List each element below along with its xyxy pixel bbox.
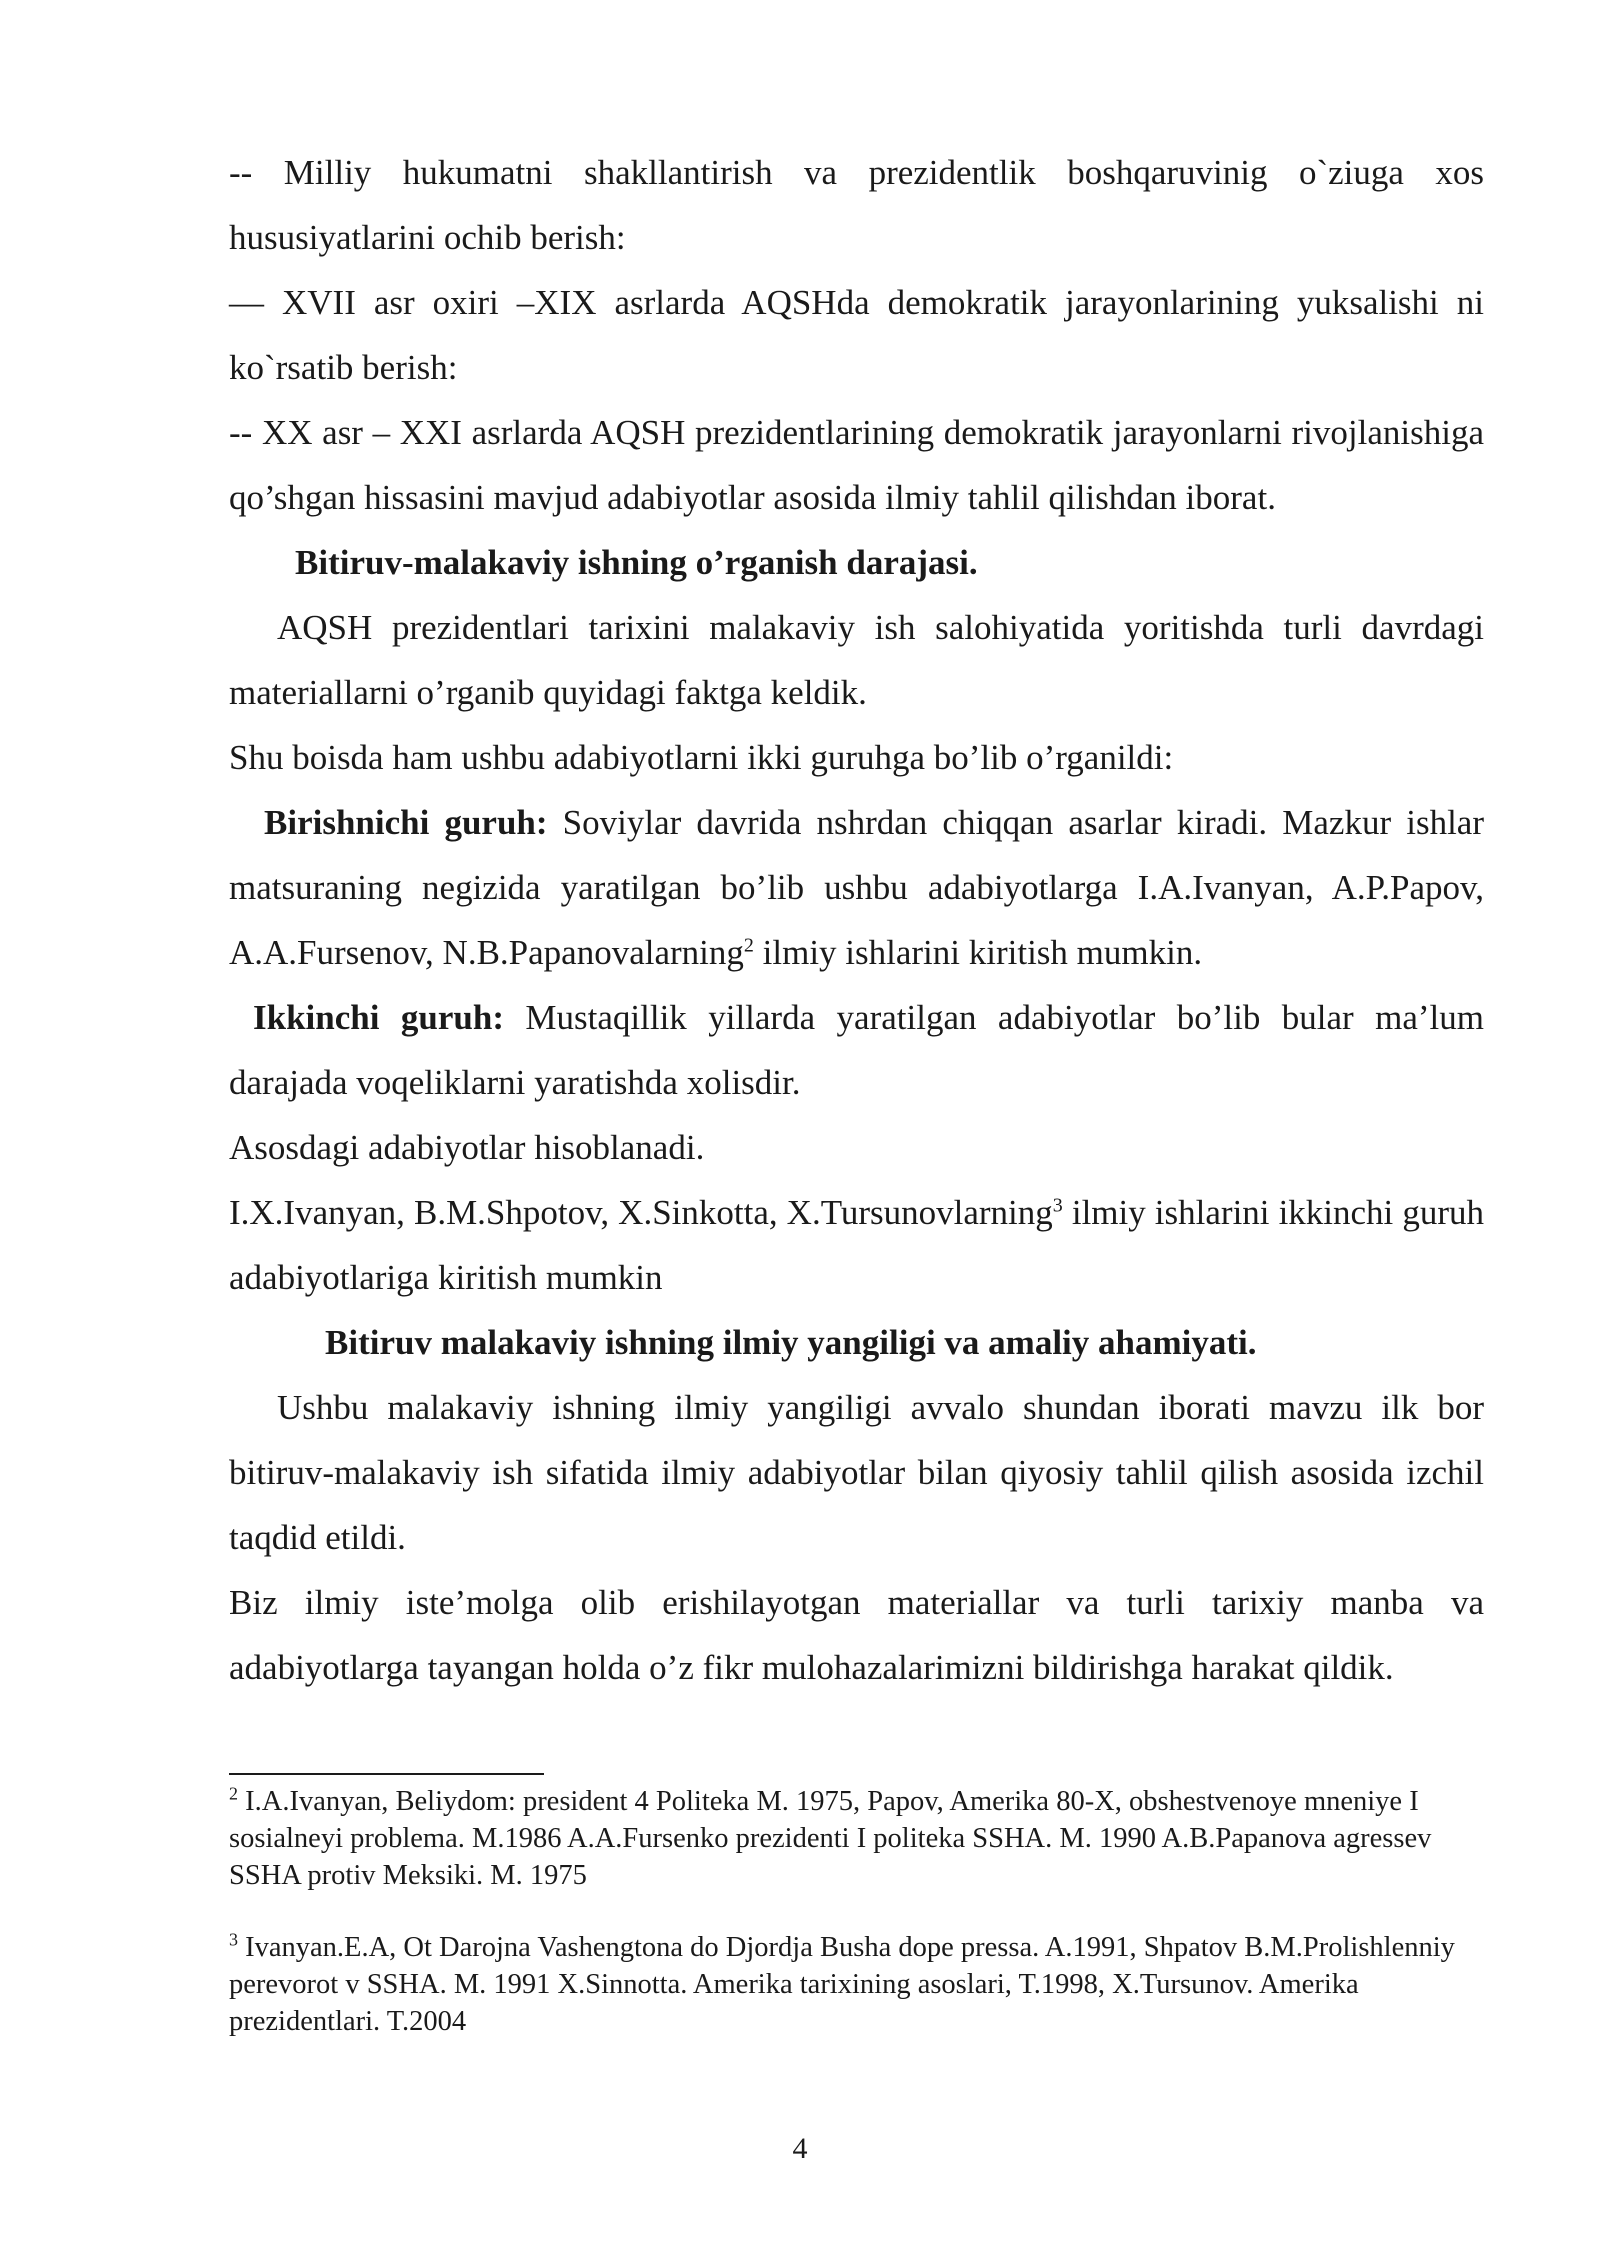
paragraph — [229, 985, 1484, 1115]
paragraph: Asosdagi adabiyotlar hisoblanadi. — [229, 1128, 705, 1167]
paragraph-text: Soviylar davrida nshrdan chiqqan asarlar kiradi. Mazkur ishlar matsuraning negizida yaratilgan bo’lib ushbu adabiyotlarga I.A.Ivanyan, A.P.Papov, A.A.Fursenov, N.B.Papanovalarning — [229, 803, 1484, 972]
paragraph: Ushbu malakaviy ishning ilmiy yangiligi avvalo shundan iborati mavzu ilk bor bitiruv-malakaviy ish sifatida ilmiy adabiyotlar bilan qiyosiy tahlil qilish asosida izchil taqdid etildi. — [229, 1388, 1484, 1557]
paragraph-text: ilmiy ishlarini ikkinchi guruh adabiyotlariga kiritish mumkin — [229, 1193, 1485, 1297]
footnote-number: 2 — [229, 1783, 238, 1804]
paragraph: -- XX asr – XXI asrlarda AQSH prezidentlarining demokratik jarayonlarni rivojlanishiga qo’shgan hissasini mavjud adabiyotlar asosida ilmiy tahlil qilishdan iborat. — [229, 413, 1484, 517]
footnote-text: I.A.Ivanyan, Beliydom: president 4 Politeka M. 1975, Papov, Amerika 80-X, obshestvenoye mneniye I sosialneyi problema. M.1986 A.A.Fursenko prezidenti I politeka SSHA. M. 1990 A.B.Papanova agressev SSHA protiv Meksiki. M. 1975 — [229, 1786, 1432, 1891]
section-heading: Bitiruv-malakaviy ishning o’rganish darajasi. — [295, 543, 978, 582]
paragraph: AQSH prezidentlari tarixini malakaviy ish salohiyatida yoritishda turli davrdagi materiallarni o’rganib quyidagi faktga keldik. — [229, 608, 1484, 712]
paragraph: Shu boisda ham ushbu adabiyotlarni ikki guruhga bo’lib o’rganildi: — [229, 738, 1174, 777]
footnotes — [229, 1783, 1484, 2040]
footnote-text: Ivanyan.E.A, Ot Darojna Vashengtona do Djordja Busha dope pressa. A.1991, Shpatov B.M.Prolishlenniy perevorot v SSHA. M. 1991 X.Sinnotta. Amerika tarixining asoslari, T.1998, X.Tursunov. Amerika prezidentlari. T.2004 — [229, 1932, 1455, 2037]
paragraph: Biz ilmiy iste’molga olib erishilayotgan materiallar va turli tarixiy manba va adabiyotlarga tayangan holda o’z fikr mulohazalarimizni bildirishga harakat qildik. — [229, 1583, 1484, 1687]
footnote-number: 3 — [229, 1929, 238, 1950]
page-number: 4 — [792, 2132, 808, 2165]
section-heading: Bitiruv malakaviy ishning ilmiy yangiligi va amaliy ahamiyati. — [325, 1323, 1257, 1362]
footnote-ref[interactable]: 2 — [743, 934, 754, 957]
paragraph-text: I.X.Ivanyan, B.M.Shpotov, X.Sinkotta, X.Tursunovlarning — [229, 1193, 1053, 1232]
footnote-separator — [229, 1773, 544, 1775]
paragraph — [229, 1180, 1484, 1310]
footnote-ref[interactable]: 3 — [1052, 1194, 1063, 1217]
paragraph: — XVII asr oxiri –XIX asrlarda AQSHda demokratik jarayonlarining yuksalishi ni ko`rsatib berish: — [229, 283, 1484, 387]
paragraph: -- Milliy hukumatni shakllantirish va prezidentlik boshqaruvinig o`ziuga xos hususiyatlarini ochib berish: — [229, 153, 1484, 257]
paragraph — [229, 790, 1484, 985]
paragraph-text: ilmiy ishlarini kiritish mumkin. — [753, 933, 1203, 972]
bold-lead: Ikkinchi guruh: — [253, 998, 504, 1037]
bold-lead: Birishnichi guruh: — [264, 803, 548, 842]
paragraph-text: Mustaqillik yillarda yaratilgan adabiyotlar bo’lib bular ma’lum darajada voqeliklarni yaratishda xolisdir. — [229, 998, 1484, 1102]
footnote — [229, 1929, 1484, 2040]
footnote — [229, 1783, 1484, 1894]
main-text — [229, 140, 1484, 1700]
